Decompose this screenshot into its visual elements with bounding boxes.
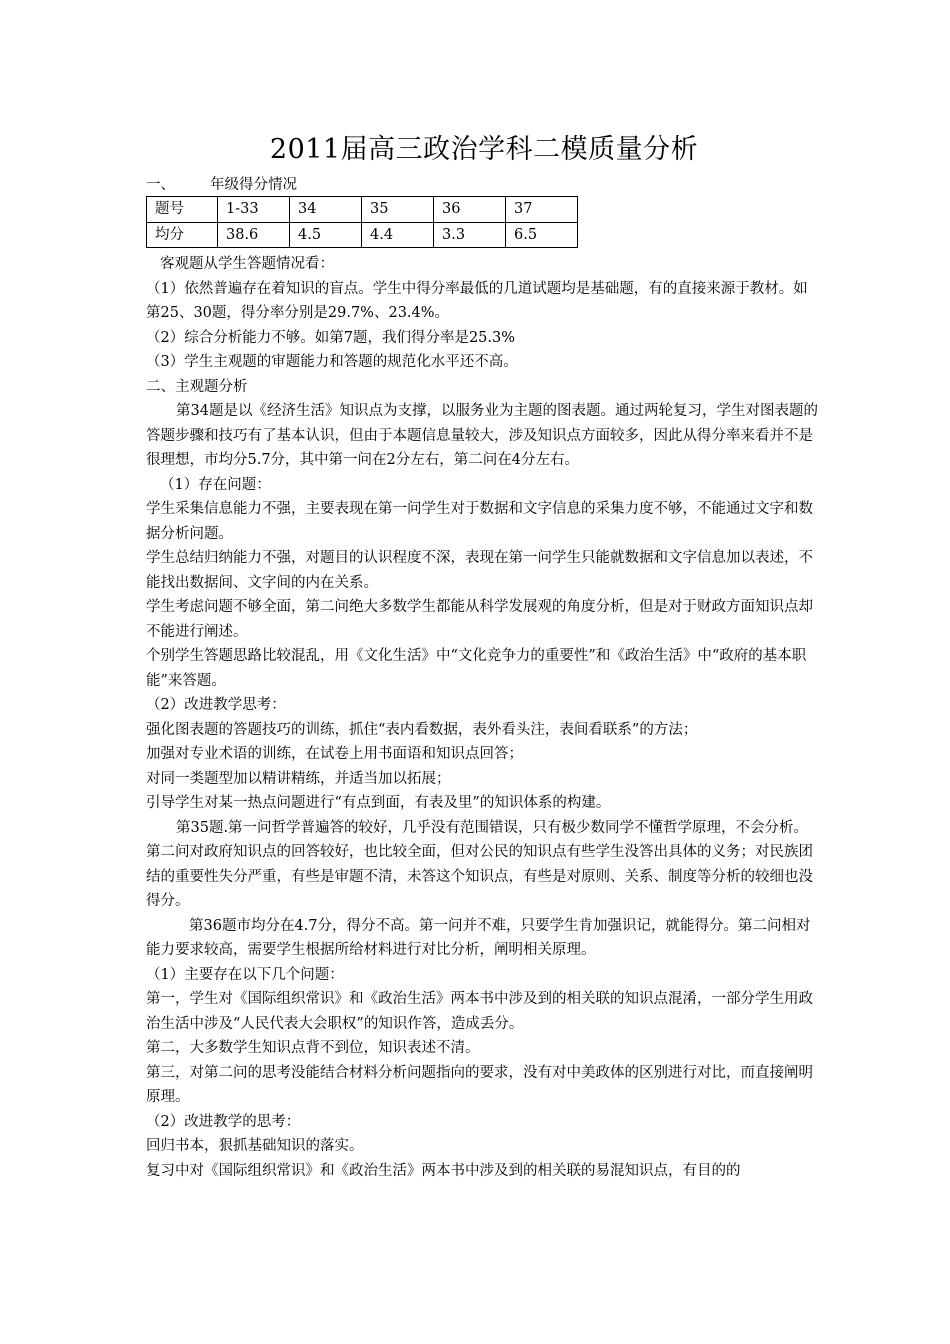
paragraph: （3）学生主观题的审题能力和答题的规范化水平还不高。: [146, 354, 518, 370]
paragraph: 第35题.第一问哲学普遍答的较好，几乎没有范围错误，只有极少数同学不懂哲学原理，不会分析。第二问对政府知识点的回答较好，也比较全面，但对公民的知识点有些学生没答出具体的义务；对民族团结的重要性失分严重，有些是审题不清，未答这个知识点，有些是对原则、关系、制度等分析的较细也没得分。: [146, 819, 813, 909]
table-cell: 1-33: [218, 197, 290, 223]
table-cell: 6.5: [506, 222, 578, 248]
paragraph: 第一，学生对《国际组织常识》和《政治生活》两本书中涉及到的相关联的知识点混淆，一部分学生用政治生活中涉及“人民代表大会职权”的知识作答，造成丢分。: [146, 991, 813, 1032]
document-title: 2011届高三政治学科二模质量分析: [269, 134, 699, 165]
table-cell: 34: [290, 197, 362, 223]
table-row: [147, 222, 578, 248]
paragraph: 第34题是以《经济生活》知识点为支撑，以服务业为主题的图表题。通过两轮复习，学生对图表题的答题步骤和技巧有了基本认识，但由于本题信息量较大，涉及知识点方面较多，因此从得分率来看并不是很理想，市均分5.7分，其中第一问在2分左右，第二问在4分左右。: [146, 403, 818, 468]
subheading: （1）存在问题：: [160, 476, 271, 493]
paragraph: 对同一类题型加以精讲精练，并适当加以拓展；: [146, 770, 451, 787]
section-heading-subjective: 二、主观题分析: [146, 378, 248, 395]
paragraph: 个别学生答题思路比较混乱，用《文化生活》中“文化竞争力的重要性”和《政治生活》中“政府的基本职能”来答题。: [146, 648, 807, 689]
paragraph: 复习中对《国际组织常识》和《政治生活》两本书中涉及到的相关联的易混知识点，有目的的: [146, 1162, 741, 1179]
table-row: [147, 197, 578, 223]
subheading: （2）改进教学思考：: [146, 697, 286, 713]
table-cell: 36: [434, 197, 506, 223]
paragraph: 加强对专业术语的训练，在试卷上用书面语和知识点回答；: [146, 746, 523, 762]
table-cell: 37: [506, 197, 578, 223]
paragraph: 学生考虑问题不够全面，第二问绝大多数学生都能从科学发展观的角度分析，但是对于财政方面知识点却不能进行阐述。: [146, 599, 813, 640]
score-table: [146, 196, 578, 248]
table-cell: 4.4: [362, 222, 434, 248]
paragraph: 客观题从学生答题情况看：: [160, 256, 334, 272]
paragraph: （1）依然普遍存在着知识的盲点。学生中得分率最低的几道试题均是基础题，有的直接来源于教材。如第25、30题，得分率分别是29.7%、23.4%。: [146, 280, 808, 321]
subheading: （2）改进教学的思考：: [146, 1113, 301, 1130]
table-cell: 3.3: [434, 222, 506, 248]
document-body: [146, 128, 822, 1183]
paragraph: 引导学生对某一热点问题进行“有点到面，有表及里”的知识体系的构建。: [146, 795, 611, 811]
section-heading-grade-scores: [146, 174, 822, 196]
paragraph: 第三，对第二问的思考没能结合材料分析问题指向的要求，没有对中美政体的区别进行对比，而直接阐明原理。: [146, 1064, 813, 1105]
table-cell: 4.5: [290, 222, 362, 248]
paragraph: 第36题市均分在4.7分，得分不高。第一问并不难，只要学生肯加强识记，就能得分。第二问相对能力要求较高，需要学生根据所给材料进行对比分析，阐明相关原理。: [146, 917, 811, 958]
table-cell: 题号: [147, 197, 218, 223]
table-cell: 35: [362, 197, 434, 223]
paragraph: 第二，大多数学生知识点背不到位，知识表述不清。: [146, 1040, 480, 1056]
section-label: 年级得分情况: [210, 177, 297, 193]
table-cell: 38.6: [218, 222, 290, 248]
section-number: 一、: [146, 177, 175, 193]
paragraph: 强化图表题的答题技巧的训练，抓住“表内看数据，表外看头注，表间看联系”的方法；: [146, 721, 698, 738]
paragraph: 学生采集信息能力不强，主要表现在第一问学生对于数据和文字信息的采集力度不够，不能通过文字和数据分析问题。: [146, 501, 813, 542]
paragraph: 回归书本，狠抓基础知识的落实。: [146, 1138, 364, 1154]
subheading: （1）主要存在以下几个问题：: [146, 966, 344, 983]
table-cell: 均分: [147, 222, 218, 248]
paragraph: （2）综合分析能力不够。如第7题，我们得分率是25.3%: [146, 329, 516, 346]
paragraph: 学生总结归纳能力不强，对题目的认识程度不深，表现在第一问学生只能就数据和文字信息加以表述，不能找出数据间、文字间的内在关系。: [146, 550, 813, 591]
